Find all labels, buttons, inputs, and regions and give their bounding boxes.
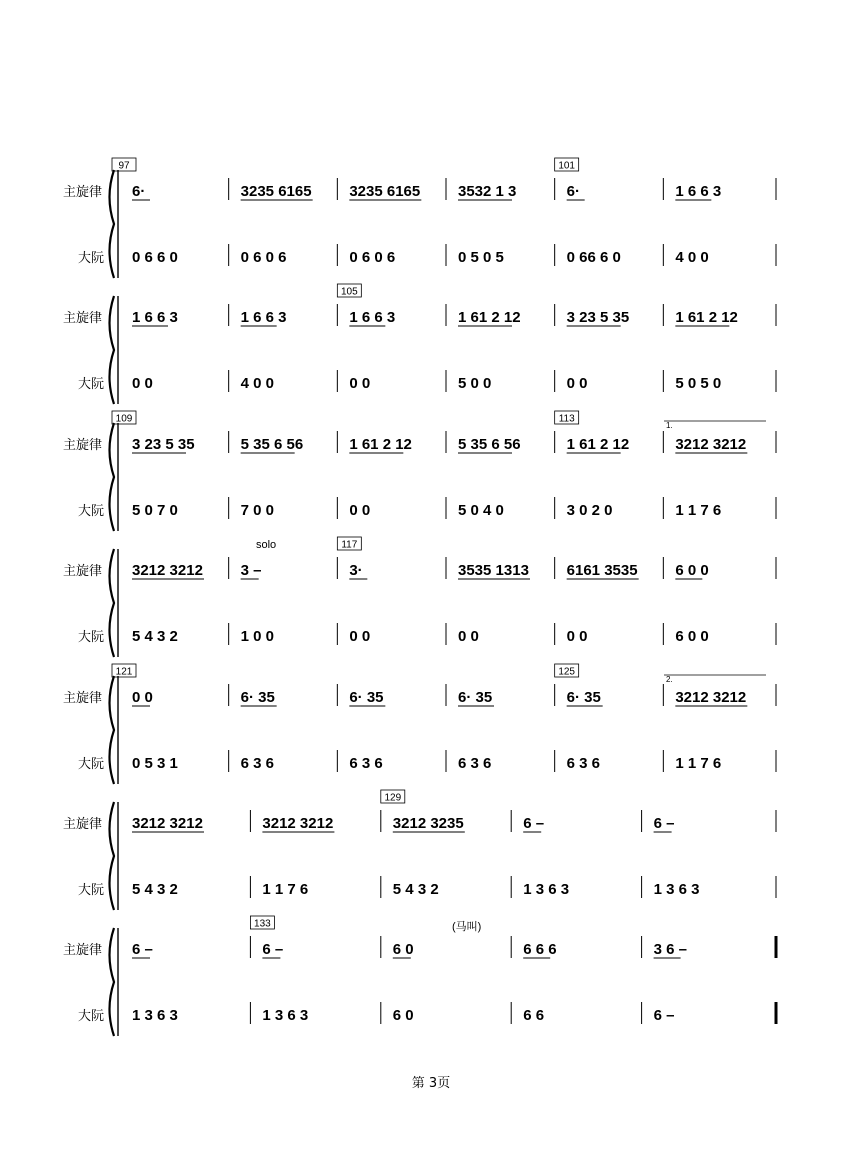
part-name-melody: 主旋律 xyxy=(63,816,103,831)
daruan-measure: 0 0 xyxy=(566,628,588,645)
daruan-measure: 0 5 3 1 xyxy=(132,755,178,772)
horse-text: (马叫) xyxy=(452,921,482,933)
melody-measure: 3235 6165 xyxy=(240,183,312,200)
measure-number: 129 xyxy=(384,792,402,804)
measure-number: 109 xyxy=(115,413,133,425)
volta-1-text: 1. xyxy=(666,421,673,430)
daruan-measure: 1 0 0 xyxy=(240,628,275,645)
measure-number: 101 xyxy=(558,160,576,172)
page-number: 第 3页 xyxy=(411,1076,451,1091)
daruan-measure: 1 1 7 6 xyxy=(675,502,722,519)
daruan-measure: 0 0 xyxy=(458,628,479,645)
part-name-daruan: 大阮 xyxy=(78,756,105,771)
melody-measure: 1 61 2 12 xyxy=(675,309,738,326)
system-brace xyxy=(110,296,115,404)
daruan-measure: 1 3 6 3 xyxy=(523,881,570,898)
daruan-measure: 1 3 6 3 xyxy=(653,881,700,898)
melody-measure: 3532 1 3 xyxy=(458,183,517,200)
melody-measure: 6 – xyxy=(132,941,153,958)
melody-measure: 3 23 5 35 xyxy=(566,309,630,326)
daruan-measure: 1 1 7 6 xyxy=(675,755,722,772)
part-name-melody: 主旋律 xyxy=(63,310,103,325)
system-brace xyxy=(110,802,115,910)
daruan-measure: 6 3 6 xyxy=(240,755,275,772)
melody-measure: 3212 3212 xyxy=(675,436,747,453)
melody-measure: 6 – xyxy=(523,815,545,832)
measure-number: 113 xyxy=(558,413,575,425)
daruan-measure: 1 3 6 3 xyxy=(132,1007,178,1024)
melody-measure: 6· 35 xyxy=(349,689,384,706)
daruan-measure: 5 4 3 2 xyxy=(132,881,178,898)
daruan-measure: 0 0 xyxy=(566,375,588,392)
system-brace xyxy=(110,423,115,531)
part-name-melody: 主旋律 xyxy=(63,690,103,705)
part-name-melody: 主旋律 xyxy=(63,184,103,199)
melody-measure: 6· 35 xyxy=(458,689,493,706)
melody-measure: 5 35 6 56 xyxy=(458,436,521,453)
daruan-measure: 5 0 4 0 xyxy=(458,502,504,519)
melody-measure: 6 0 0 xyxy=(675,562,709,579)
system-brace xyxy=(110,928,115,1036)
daruan-measure: 0 6 0 6 xyxy=(240,249,287,266)
measure-number: 133 xyxy=(254,918,271,930)
measure-number: 117 xyxy=(341,539,358,551)
daruan-measure: 4 0 0 xyxy=(240,375,275,392)
daruan-measure: 6 3 6 xyxy=(566,755,601,772)
daruan-measure: 0 5 0 5 xyxy=(458,249,504,266)
measure-number: 125 xyxy=(558,666,576,678)
part-name-daruan: 大阮 xyxy=(78,882,105,897)
daruan-measure: 5 4 3 2 xyxy=(392,881,439,898)
melody-measure: 6 0 xyxy=(392,941,414,958)
part-name-melody: 主旋律 xyxy=(63,437,103,452)
melody-measure: 1 61 2 12 xyxy=(566,436,630,453)
daruan-measure: 0 0 xyxy=(349,628,371,645)
melody-measure: 3 23 5 35 xyxy=(132,436,195,453)
part-name-melody: 主旋律 xyxy=(63,563,103,578)
part-name-melody: 主旋律 xyxy=(63,942,103,957)
melody-measure: 3· xyxy=(349,562,363,579)
melody-measure: 1 61 2 12 xyxy=(349,436,412,453)
melody-measure: 1 6 6 3 xyxy=(240,309,287,326)
daruan-measure: 5 0 0 xyxy=(458,375,492,392)
daruan-measure: 6 0 xyxy=(392,1007,414,1024)
daruan-measure: 5 0 7 0 xyxy=(132,502,178,519)
measure-number: 121 xyxy=(115,666,133,678)
melody-measure: 3212 3212 xyxy=(675,689,747,706)
part-name-daruan: 大阮 xyxy=(78,250,105,265)
daruan-measure: 0 6 0 6 xyxy=(349,249,396,266)
melody-measure: 3235 6165 xyxy=(349,183,421,200)
solo-text: solo xyxy=(256,539,277,551)
melody-measure: 3535 1313 xyxy=(458,562,529,579)
melody-measure: 6 – xyxy=(653,815,675,832)
part-name-daruan: 大阮 xyxy=(78,503,105,518)
system-brace xyxy=(110,170,115,278)
melody-measure: 3 6 – xyxy=(653,941,687,958)
melody-measure: 6 – xyxy=(262,941,284,958)
daruan-measure: 0 0 xyxy=(349,502,371,519)
measure-number: 105 xyxy=(340,286,358,298)
daruan-measure: 4 0 0 xyxy=(675,249,709,266)
melody-measure: 1 61 2 12 xyxy=(458,309,521,326)
melody-measure: 3212 3212 xyxy=(132,815,203,832)
daruan-measure: 6 0 0 xyxy=(675,628,709,645)
daruan-measure: 6 3 6 xyxy=(458,755,492,772)
daruan-measure: 7 0 0 xyxy=(240,502,275,519)
daruan-measure: 1 1 7 6 xyxy=(262,881,309,898)
system-brace xyxy=(110,549,115,657)
melody-measure: 6· xyxy=(566,183,581,200)
melody-measure: 0 0 xyxy=(132,689,153,706)
daruan-measure: 6 – xyxy=(653,1007,675,1024)
melody-measure: 5 35 6 56 xyxy=(240,436,304,453)
part-name-daruan: 大阮 xyxy=(78,376,105,391)
daruan-measure: 0 6 6 0 xyxy=(132,249,178,266)
melody-measure: 6· 35 xyxy=(566,689,601,706)
melody-measure: 3212 3235 xyxy=(392,815,464,832)
melody-measure: 3212 3212 xyxy=(132,562,203,579)
melody-measure: 6161 3535 xyxy=(566,562,638,579)
part-name-daruan: 大阮 xyxy=(78,1008,105,1023)
melody-measure: 1 6 6 3 xyxy=(349,309,396,326)
melody-measure: 1 6 6 3 xyxy=(675,183,722,200)
melody-measure: 6 6 6 xyxy=(523,941,557,958)
daruan-measure: 3 0 2 0 xyxy=(566,502,613,519)
measure-number: 97 xyxy=(118,160,130,172)
part-name-daruan: 大阮 xyxy=(78,629,105,644)
melody-measure: 6· xyxy=(132,183,146,200)
melody-measure: 3212 3212 xyxy=(262,815,334,832)
daruan-measure: 5 4 3 2 xyxy=(132,628,178,645)
melody-measure: 1 6 6 3 xyxy=(132,309,178,326)
system-brace xyxy=(110,676,115,784)
volta-2-text: 2. xyxy=(666,675,673,684)
melody-measure: 6· 35 xyxy=(240,689,275,706)
daruan-measure: 6 6 xyxy=(523,1007,545,1024)
daruan-measure: 0 0 xyxy=(132,375,153,392)
daruan-measure: 5 0 5 0 xyxy=(675,375,722,392)
melody-measure: 3 – xyxy=(240,562,262,579)
daruan-measure: 0 66 6 0 xyxy=(566,249,621,266)
daruan-measure: 0 0 xyxy=(349,375,371,392)
daruan-measure: 1 3 6 3 xyxy=(262,1007,309,1024)
daruan-measure: 6 3 6 xyxy=(349,755,383,772)
